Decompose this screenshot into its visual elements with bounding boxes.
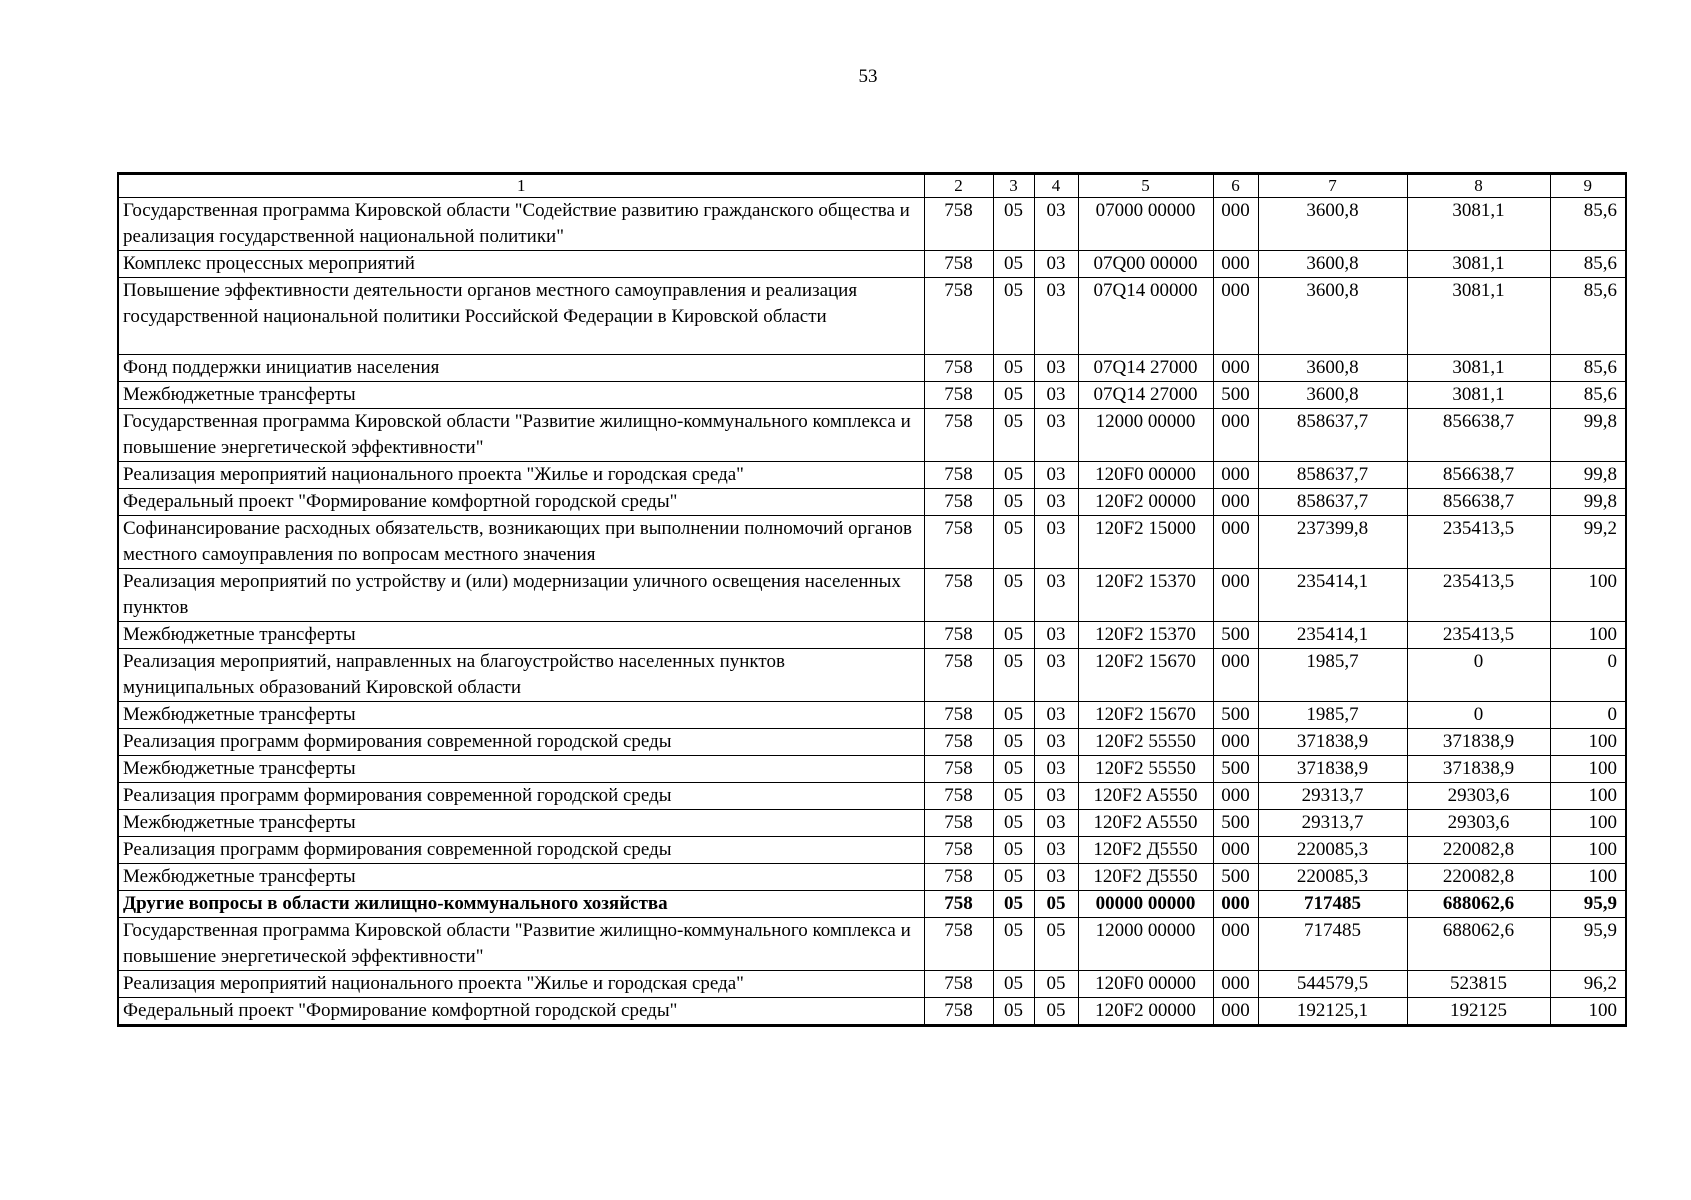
section-cell: 05 <box>993 489 1034 516</box>
table-row <box>118 622 1626 649</box>
subsection-cell: 03 <box>1034 837 1078 864</box>
table-row <box>118 569 1626 622</box>
row-name-cell: Реализация программ формирования современной городской среды <box>118 729 924 756</box>
expense-type-cell: 000 <box>1213 355 1258 382</box>
expense-type-cell: 000 <box>1213 278 1258 355</box>
table-row <box>118 810 1626 837</box>
target-article-cell: 120F2 55550 <box>1078 729 1213 756</box>
col-header-9: 9 <box>1550 174 1626 198</box>
percent-cell: 100 <box>1550 729 1626 756</box>
table-row <box>118 278 1626 355</box>
col-header-6: 6 <box>1213 174 1258 198</box>
planned-amount-cell: 858637,7 <box>1258 489 1407 516</box>
row-name-cell: Фонд поддержки инициатив населения <box>118 355 924 382</box>
ministry-code-cell: 758 <box>924 810 993 837</box>
section-cell: 05 <box>993 569 1034 622</box>
header-row <box>118 174 1626 198</box>
ministry-code-cell: 758 <box>924 355 993 382</box>
expense-type-cell: 000 <box>1213 998 1258 1026</box>
planned-amount-cell: 858637,7 <box>1258 409 1407 462</box>
executed-amount-cell: 856638,7 <box>1407 489 1550 516</box>
table-row <box>118 756 1626 783</box>
table-row <box>118 702 1626 729</box>
target-article-cell: 120F0 00000 <box>1078 971 1213 998</box>
target-article-cell: 07Q00 00000 <box>1078 251 1213 278</box>
planned-amount-cell: 717485 <box>1258 891 1407 918</box>
executed-amount-cell: 0 <box>1407 649 1550 702</box>
percent-cell: 95,9 <box>1550 891 1626 918</box>
row-name-cell: Межбюджетные трансферты <box>118 864 924 891</box>
target-article-cell: 120F2 15370 <box>1078 569 1213 622</box>
row-name-cell: Межбюджетные трансферты <box>118 702 924 729</box>
row-name-cell: Государственная программа Кировской области "Развитие жилищно-коммунального комплекса и повышение энергетической эффективности" <box>118 918 924 971</box>
target-article-cell: 07000 00000 <box>1078 198 1213 251</box>
executed-amount-cell: 3081,1 <box>1407 278 1550 355</box>
executed-amount-cell: 688062,6 <box>1407 891 1550 918</box>
ministry-code-cell: 758 <box>924 489 993 516</box>
percent-cell: 100 <box>1550 998 1626 1026</box>
ministry-code-cell: 758 <box>924 198 993 251</box>
expense-type-cell: 000 <box>1213 569 1258 622</box>
table-row <box>118 918 1626 971</box>
row-name-cell: Повышение эффективности деятельности органов местного самоуправления и реализация государственной национальной политики Российской Федерации в Кировской области <box>118 278 924 355</box>
planned-amount-cell: 220085,3 <box>1258 864 1407 891</box>
target-article-cell: 120F2 15670 <box>1078 649 1213 702</box>
row-name-cell: Реализация мероприятий национального проекта "Жилье и городская среда" <box>118 971 924 998</box>
expense-type-cell: 000 <box>1213 516 1258 569</box>
section-cell: 05 <box>993 729 1034 756</box>
table-row <box>118 864 1626 891</box>
section-cell: 05 <box>993 810 1034 837</box>
section-cell: 05 <box>993 622 1034 649</box>
table-row <box>118 971 1626 998</box>
planned-amount-cell: 3600,8 <box>1258 251 1407 278</box>
section-cell: 05 <box>993 756 1034 783</box>
ministry-code-cell: 758 <box>924 971 993 998</box>
row-name-cell: Государственная программа Кировской области "Развитие жилищно-коммунального комплекса и повышение энергетической эффективности" <box>118 409 924 462</box>
percent-cell: 99,2 <box>1550 516 1626 569</box>
planned-amount-cell: 858637,7 <box>1258 462 1407 489</box>
table-row <box>118 198 1626 251</box>
row-name-cell: Софинансирование расходных обязательств, возникающих при выполнении полномочий органов местного самоуправления по вопросам местного значения <box>118 516 924 569</box>
executed-amount-cell: 235413,5 <box>1407 622 1550 649</box>
section-cell: 05 <box>993 891 1034 918</box>
executed-amount-cell: 235413,5 <box>1407 569 1550 622</box>
table-row <box>118 649 1626 702</box>
executed-amount-cell: 220082,8 <box>1407 837 1550 864</box>
planned-amount-cell: 237399,8 <box>1258 516 1407 569</box>
planned-amount-cell: 544579,5 <box>1258 971 1407 998</box>
section-cell: 05 <box>993 198 1034 251</box>
percent-cell: 99,8 <box>1550 409 1626 462</box>
expense-type-cell: 000 <box>1213 251 1258 278</box>
table-row <box>118 729 1626 756</box>
target-article-cell: 120F2 00000 <box>1078 998 1213 1026</box>
ministry-code-cell: 758 <box>924 382 993 409</box>
subsection-cell: 03 <box>1034 783 1078 810</box>
ministry-code-cell: 758 <box>924 998 993 1026</box>
executed-amount-cell: 29303,6 <box>1407 783 1550 810</box>
executed-amount-cell: 3081,1 <box>1407 251 1550 278</box>
target-article-cell: 120F2 15000 <box>1078 516 1213 569</box>
planned-amount-cell: 192125,1 <box>1258 998 1407 1026</box>
target-article-cell: 00000 00000 <box>1078 891 1213 918</box>
row-name-cell: Комплекс процессных мероприятий <box>118 251 924 278</box>
ministry-code-cell: 758 <box>924 756 993 783</box>
percent-cell: 85,6 <box>1550 278 1626 355</box>
executed-amount-cell: 29303,6 <box>1407 810 1550 837</box>
ministry-code-cell: 758 <box>924 729 993 756</box>
percent-cell: 85,6 <box>1550 251 1626 278</box>
col-header-1: 1 <box>118 174 924 198</box>
subsection-cell: 03 <box>1034 810 1078 837</box>
col-header-2: 2 <box>924 174 993 198</box>
ministry-code-cell: 758 <box>924 918 993 971</box>
planned-amount-cell: 29313,7 <box>1258 783 1407 810</box>
table-row <box>118 355 1626 382</box>
percent-cell: 99,8 <box>1550 489 1626 516</box>
percent-cell: 85,6 <box>1550 198 1626 251</box>
percent-cell: 96,2 <box>1550 971 1626 998</box>
section-cell: 05 <box>993 864 1034 891</box>
executed-amount-cell: 856638,7 <box>1407 409 1550 462</box>
section-cell: 05 <box>993 409 1034 462</box>
subsection-cell: 03 <box>1034 462 1078 489</box>
table-row <box>118 382 1626 409</box>
target-article-cell: 12000 00000 <box>1078 918 1213 971</box>
executed-amount-cell: 235413,5 <box>1407 516 1550 569</box>
target-article-cell: 120F2 15370 <box>1078 622 1213 649</box>
percent-cell: 100 <box>1550 864 1626 891</box>
executed-amount-cell: 371838,9 <box>1407 729 1550 756</box>
subsection-cell: 03 <box>1034 569 1078 622</box>
target-article-cell: 120F2 A5550 <box>1078 783 1213 810</box>
table-row <box>118 837 1626 864</box>
section-cell: 05 <box>993 649 1034 702</box>
section-cell: 05 <box>993 278 1034 355</box>
section-cell: 05 <box>993 702 1034 729</box>
expense-type-cell: 000 <box>1213 462 1258 489</box>
subsection-cell: 03 <box>1034 251 1078 278</box>
subsection-cell: 03 <box>1034 756 1078 783</box>
row-name-cell: Реализация программ формирования современной городской среды <box>118 783 924 810</box>
subsection-cell: 03 <box>1034 278 1078 355</box>
expense-type-cell: 000 <box>1213 783 1258 810</box>
subsection-cell: 03 <box>1034 489 1078 516</box>
planned-amount-cell: 29313,7 <box>1258 810 1407 837</box>
section-cell: 05 <box>993 516 1034 569</box>
executed-amount-cell: 3081,1 <box>1407 198 1550 251</box>
row-name-cell: Межбюджетные трансферты <box>118 622 924 649</box>
row-name-cell: Реализация мероприятий национального проекта "Жилье и городская среда" <box>118 462 924 489</box>
expense-type-cell: 500 <box>1213 810 1258 837</box>
expense-type-cell: 000 <box>1213 409 1258 462</box>
subsection-cell: 03 <box>1034 702 1078 729</box>
planned-amount-cell: 1985,7 <box>1258 702 1407 729</box>
planned-amount-cell: 3600,8 <box>1258 382 1407 409</box>
target-article-cell: 07Q14 27000 <box>1078 355 1213 382</box>
row-name-cell: Межбюджетные трансферты <box>118 756 924 783</box>
executed-amount-cell: 0 <box>1407 702 1550 729</box>
ministry-code-cell: 758 <box>924 462 993 489</box>
percent-cell: 85,6 <box>1550 355 1626 382</box>
section-cell: 05 <box>993 971 1034 998</box>
col-header-3: 3 <box>993 174 1034 198</box>
planned-amount-cell: 3600,8 <box>1258 355 1407 382</box>
subsection-cell: 03 <box>1034 516 1078 569</box>
subsection-cell: 03 <box>1034 729 1078 756</box>
ministry-code-cell: 758 <box>924 251 993 278</box>
percent-cell: 100 <box>1550 837 1626 864</box>
percent-cell: 95,9 <box>1550 918 1626 971</box>
ministry-code-cell: 758 <box>924 278 993 355</box>
ministry-code-cell: 758 <box>924 891 993 918</box>
executed-amount-cell: 371838,9 <box>1407 756 1550 783</box>
subsection-cell: 03 <box>1034 382 1078 409</box>
subsection-cell: 03 <box>1034 355 1078 382</box>
row-name-cell: Межбюджетные трансферты <box>118 810 924 837</box>
col-header-4: 4 <box>1034 174 1078 198</box>
ministry-code-cell: 758 <box>924 702 993 729</box>
table-row <box>118 891 1626 918</box>
percent-cell: 85,6 <box>1550 382 1626 409</box>
target-article-cell: 120F2 15670 <box>1078 702 1213 729</box>
table-row <box>118 251 1626 278</box>
section-cell: 05 <box>993 355 1034 382</box>
row-name-cell: Реализация программ формирования современной городской среды <box>118 837 924 864</box>
subsection-cell: 05 <box>1034 971 1078 998</box>
row-name-cell: Реализация мероприятий по устройству и (или) модернизации уличного освещения населенных пунктов <box>118 569 924 622</box>
expense-type-cell: 000 <box>1213 198 1258 251</box>
expense-type-cell: 000 <box>1213 649 1258 702</box>
target-article-cell: 07Q14 00000 <box>1078 278 1213 355</box>
executed-amount-cell: 856638,7 <box>1407 462 1550 489</box>
table-row <box>118 783 1626 810</box>
planned-amount-cell: 3600,8 <box>1258 278 1407 355</box>
section-cell: 05 <box>993 462 1034 489</box>
percent-cell: 100 <box>1550 756 1626 783</box>
table-row <box>118 998 1626 1026</box>
expense-type-cell: 000 <box>1213 837 1258 864</box>
subsection-cell: 03 <box>1034 198 1078 251</box>
subsection-cell: 03 <box>1034 622 1078 649</box>
planned-amount-cell: 3600,8 <box>1258 198 1407 251</box>
target-article-cell: 07Q14 27000 <box>1078 382 1213 409</box>
section-cell: 05 <box>993 783 1034 810</box>
col-header-5: 5 <box>1078 174 1213 198</box>
expense-type-cell: 500 <box>1213 382 1258 409</box>
planned-amount-cell: 371838,9 <box>1258 729 1407 756</box>
section-cell: 05 <box>993 998 1034 1026</box>
planned-amount-cell: 220085,3 <box>1258 837 1407 864</box>
planned-amount-cell: 1985,7 <box>1258 649 1407 702</box>
percent-cell: 100 <box>1550 783 1626 810</box>
section-cell: 05 <box>993 918 1034 971</box>
expense-type-cell: 000 <box>1213 489 1258 516</box>
percent-cell: 99,8 <box>1550 462 1626 489</box>
table-row <box>118 516 1626 569</box>
col-header-7: 7 <box>1258 174 1407 198</box>
executed-amount-cell: 3081,1 <box>1407 382 1550 409</box>
row-name-cell: Федеральный проект "Формирование комфортной городской среды" <box>118 998 924 1026</box>
ministry-code-cell: 758 <box>924 864 993 891</box>
planned-amount-cell: 717485 <box>1258 918 1407 971</box>
target-article-cell: 120F2 55550 <box>1078 756 1213 783</box>
percent-cell: 100 <box>1550 810 1626 837</box>
row-name-cell: Государственная программа Кировской области "Содействие развитию гражданского общества и реализация государственной национальной политики" <box>118 198 924 251</box>
table-row <box>118 462 1626 489</box>
row-name-cell: Другие вопросы в области жилищно-коммунального хозяйства <box>118 891 924 918</box>
budget-table <box>117 172 1627 1027</box>
table-row <box>118 409 1626 462</box>
subsection-cell: 05 <box>1034 998 1078 1026</box>
expense-type-cell: 500 <box>1213 702 1258 729</box>
ministry-code-cell: 758 <box>924 516 993 569</box>
ministry-code-cell: 758 <box>924 569 993 622</box>
expense-type-cell: 000 <box>1213 729 1258 756</box>
ministry-code-cell: 758 <box>924 409 993 462</box>
page-number: 53 <box>858 66 878 87</box>
subsection-cell: 05 <box>1034 891 1078 918</box>
percent-cell: 0 <box>1550 649 1626 702</box>
target-article-cell: 120F2 00000 <box>1078 489 1213 516</box>
expense-type-cell: 500 <box>1213 756 1258 783</box>
percent-cell: 100 <box>1550 622 1626 649</box>
executed-amount-cell: 688062,6 <box>1407 918 1550 971</box>
row-name-cell: Межбюджетные трансферты <box>118 382 924 409</box>
planned-amount-cell: 371838,9 <box>1258 756 1407 783</box>
subsection-cell: 03 <box>1034 409 1078 462</box>
subsection-cell: 05 <box>1034 918 1078 971</box>
col-header-8: 8 <box>1407 174 1550 198</box>
table-row <box>118 489 1626 516</box>
percent-cell: 0 <box>1550 702 1626 729</box>
subsection-cell: 03 <box>1034 864 1078 891</box>
table-body <box>118 198 1626 1026</box>
expense-type-cell: 500 <box>1213 864 1258 891</box>
percent-cell: 100 <box>1550 569 1626 622</box>
target-article-cell: 120F2 Д5550 <box>1078 837 1213 864</box>
row-name-cell: Федеральный проект "Формирование комфортной городской среды" <box>118 489 924 516</box>
subsection-cell: 03 <box>1034 649 1078 702</box>
target-article-cell: 120F0 00000 <box>1078 462 1213 489</box>
planned-amount-cell: 235414,1 <box>1258 622 1407 649</box>
ministry-code-cell: 758 <box>924 649 993 702</box>
expense-type-cell: 000 <box>1213 891 1258 918</box>
executed-amount-cell: 523815 <box>1407 971 1550 998</box>
target-article-cell: 120F2 Д5550 <box>1078 864 1213 891</box>
executed-amount-cell: 220082,8 <box>1407 864 1550 891</box>
expense-type-cell: 000 <box>1213 918 1258 971</box>
section-cell: 05 <box>993 251 1034 278</box>
target-article-cell: 12000 00000 <box>1078 409 1213 462</box>
section-cell: 05 <box>993 382 1034 409</box>
executed-amount-cell: 3081,1 <box>1407 355 1550 382</box>
expense-type-cell: 500 <box>1213 622 1258 649</box>
ministry-code-cell: 758 <box>924 837 993 864</box>
executed-amount-cell: 192125 <box>1407 998 1550 1026</box>
expense-type-cell: 000 <box>1213 971 1258 998</box>
row-name-cell: Реализация мероприятий, направленных на благоустройство населенных пунктов муниципальных образований Кировской области <box>118 649 924 702</box>
ministry-code-cell: 758 <box>924 622 993 649</box>
ministry-code-cell: 758 <box>924 783 993 810</box>
planned-amount-cell: 235414,1 <box>1258 569 1407 622</box>
section-cell: 05 <box>993 837 1034 864</box>
target-article-cell: 120F2 A5550 <box>1078 810 1213 837</box>
